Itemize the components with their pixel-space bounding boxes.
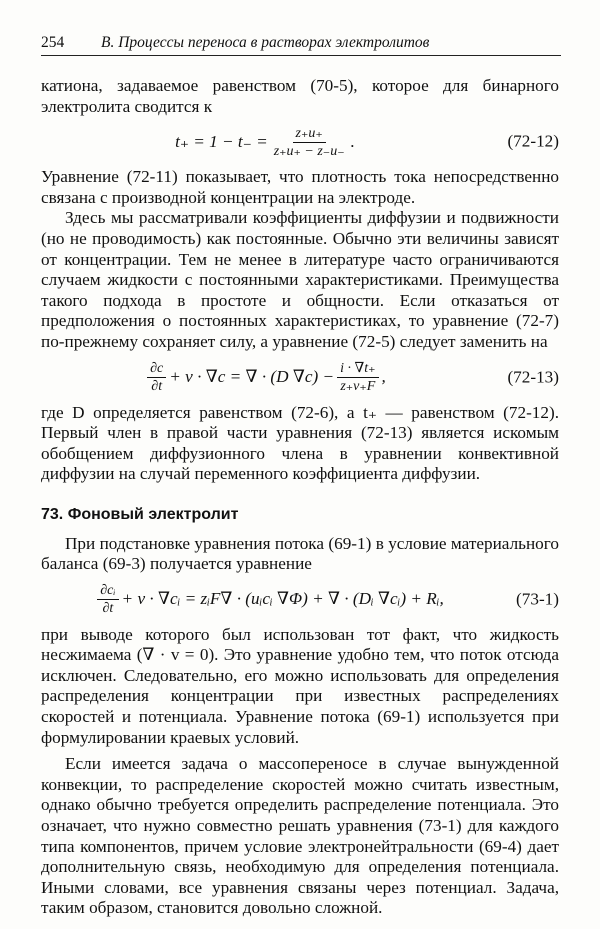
paragraph-5: При подстановке уравнения потока (69-1) в условие материального баланса (69-3) получается уравнение [41, 533, 559, 574]
paragraph-7: Если имеется задача о массопереносе в случае вынужденной конвекции, то распределение скоростей можно считать известным, однако обычно требуется определить распределение потенциала. Это означает, что нужно совместно решать уравнения (73-1) для каждого типа компонентов, причем условие электронейтральности (69-4) дает дополнительную связь, необходимую для определения потенциала. Иными словами, все уравнения связаны через потенциал. Задача, таким образом, становится довольно сложной. [41, 754, 559, 918]
equation-72-12 [41, 117, 559, 167]
eq3-derivative-den: ∂t [102, 601, 114, 617]
eq1-tail: . [350, 131, 355, 151]
eq2-derivative-den: ∂t [151, 379, 163, 395]
running-header [41, 34, 561, 56]
eq2-label: (72-13) [507, 367, 559, 387]
page-body [41, 76, 559, 919]
paragraph-1: катиона, задаваемое равенством (70-5), которое для бинарного электролита сводится к [41, 76, 559, 116]
paragraph-4: где D определяется равенством (72-6), а t₊ — равенством (72-12). Первый член в правой части уравнения (72-13) является искомым обобщением диффузионного члена в уравнении конвективной диффузии на случай переменного коэффициента диффузии. [41, 402, 559, 484]
eq3-derivative-num: ∂cᵢ [97, 582, 118, 600]
eq1-denominator: z₊u₊ − z₋u₋ [273, 143, 345, 159]
section-heading: 73. Фоновый электролит [41, 505, 239, 523]
paragraph-3: Здесь мы рассматривали коэффициенты диффузии и подвижности (но не проводимость) как постоянные. Обычно эти величины зависят от концентрации. Тем не менее в литературе часто ограничиваются случаем жидкости с постоянными характеристиками. Преимущества такого подхода в простоте и общности. Если отказаться от предположения о постоянных характеристиках, то уравнение (72-7) по-прежнему сохраняет силу, а уравнение (72-5) следует заменить на [41, 208, 559, 351]
running-title: В. Процессы переноса в растворах электролитов [101, 34, 430, 51]
equation-72-13 [41, 353, 559, 403]
eq3-rest: + v · ∇cᵢ = zᵢF∇ · (uᵢcᵢ ∇Φ) + ∇ · (Dᵢ ∇cᵢ) + Rᵢ, [121, 589, 444, 609]
eq1-fraction [271, 125, 348, 160]
page-number: 254 [41, 34, 65, 51]
eq2-derivative [147, 360, 166, 395]
eq2-tail: , [381, 367, 386, 387]
eq1-label: (72-12) [507, 131, 559, 151]
eq1-lhs: t₊ = 1 − t₋ = [175, 131, 268, 151]
eq3-label: (73-1) [516, 589, 559, 609]
eq2-middle: + v · ∇c = ∇ · (D ∇c) − [169, 367, 335, 387]
eq1-numerator: z₊u₊ [293, 125, 326, 143]
eq2-fraction [337, 360, 378, 395]
eq2-derivative-num: ∂c [147, 360, 166, 378]
equation-73-1 [41, 575, 559, 625]
paragraph-2: Уравнение (72-11) показывает, что плотность тока непосредственно связана с производной концентрации на электроде. [41, 167, 559, 207]
eq3-derivative [97, 582, 118, 617]
paragraph-6: при выводе которого был использован тот факт, что жидкость несжимаема (∇ · v = 0). Это уравнение удобно тем, что поток отсюда исключен. Следовательно, его можно использовать для определения распределения концентрации при известных распределениях скоростей и потенциала. Уравнение потока (69-1) используется при формулировании краевых условий. [41, 624, 559, 747]
eq2-numerator: i · ∇t₊ [337, 360, 378, 378]
eq2-denominator: z₊ν₊F [340, 379, 376, 395]
